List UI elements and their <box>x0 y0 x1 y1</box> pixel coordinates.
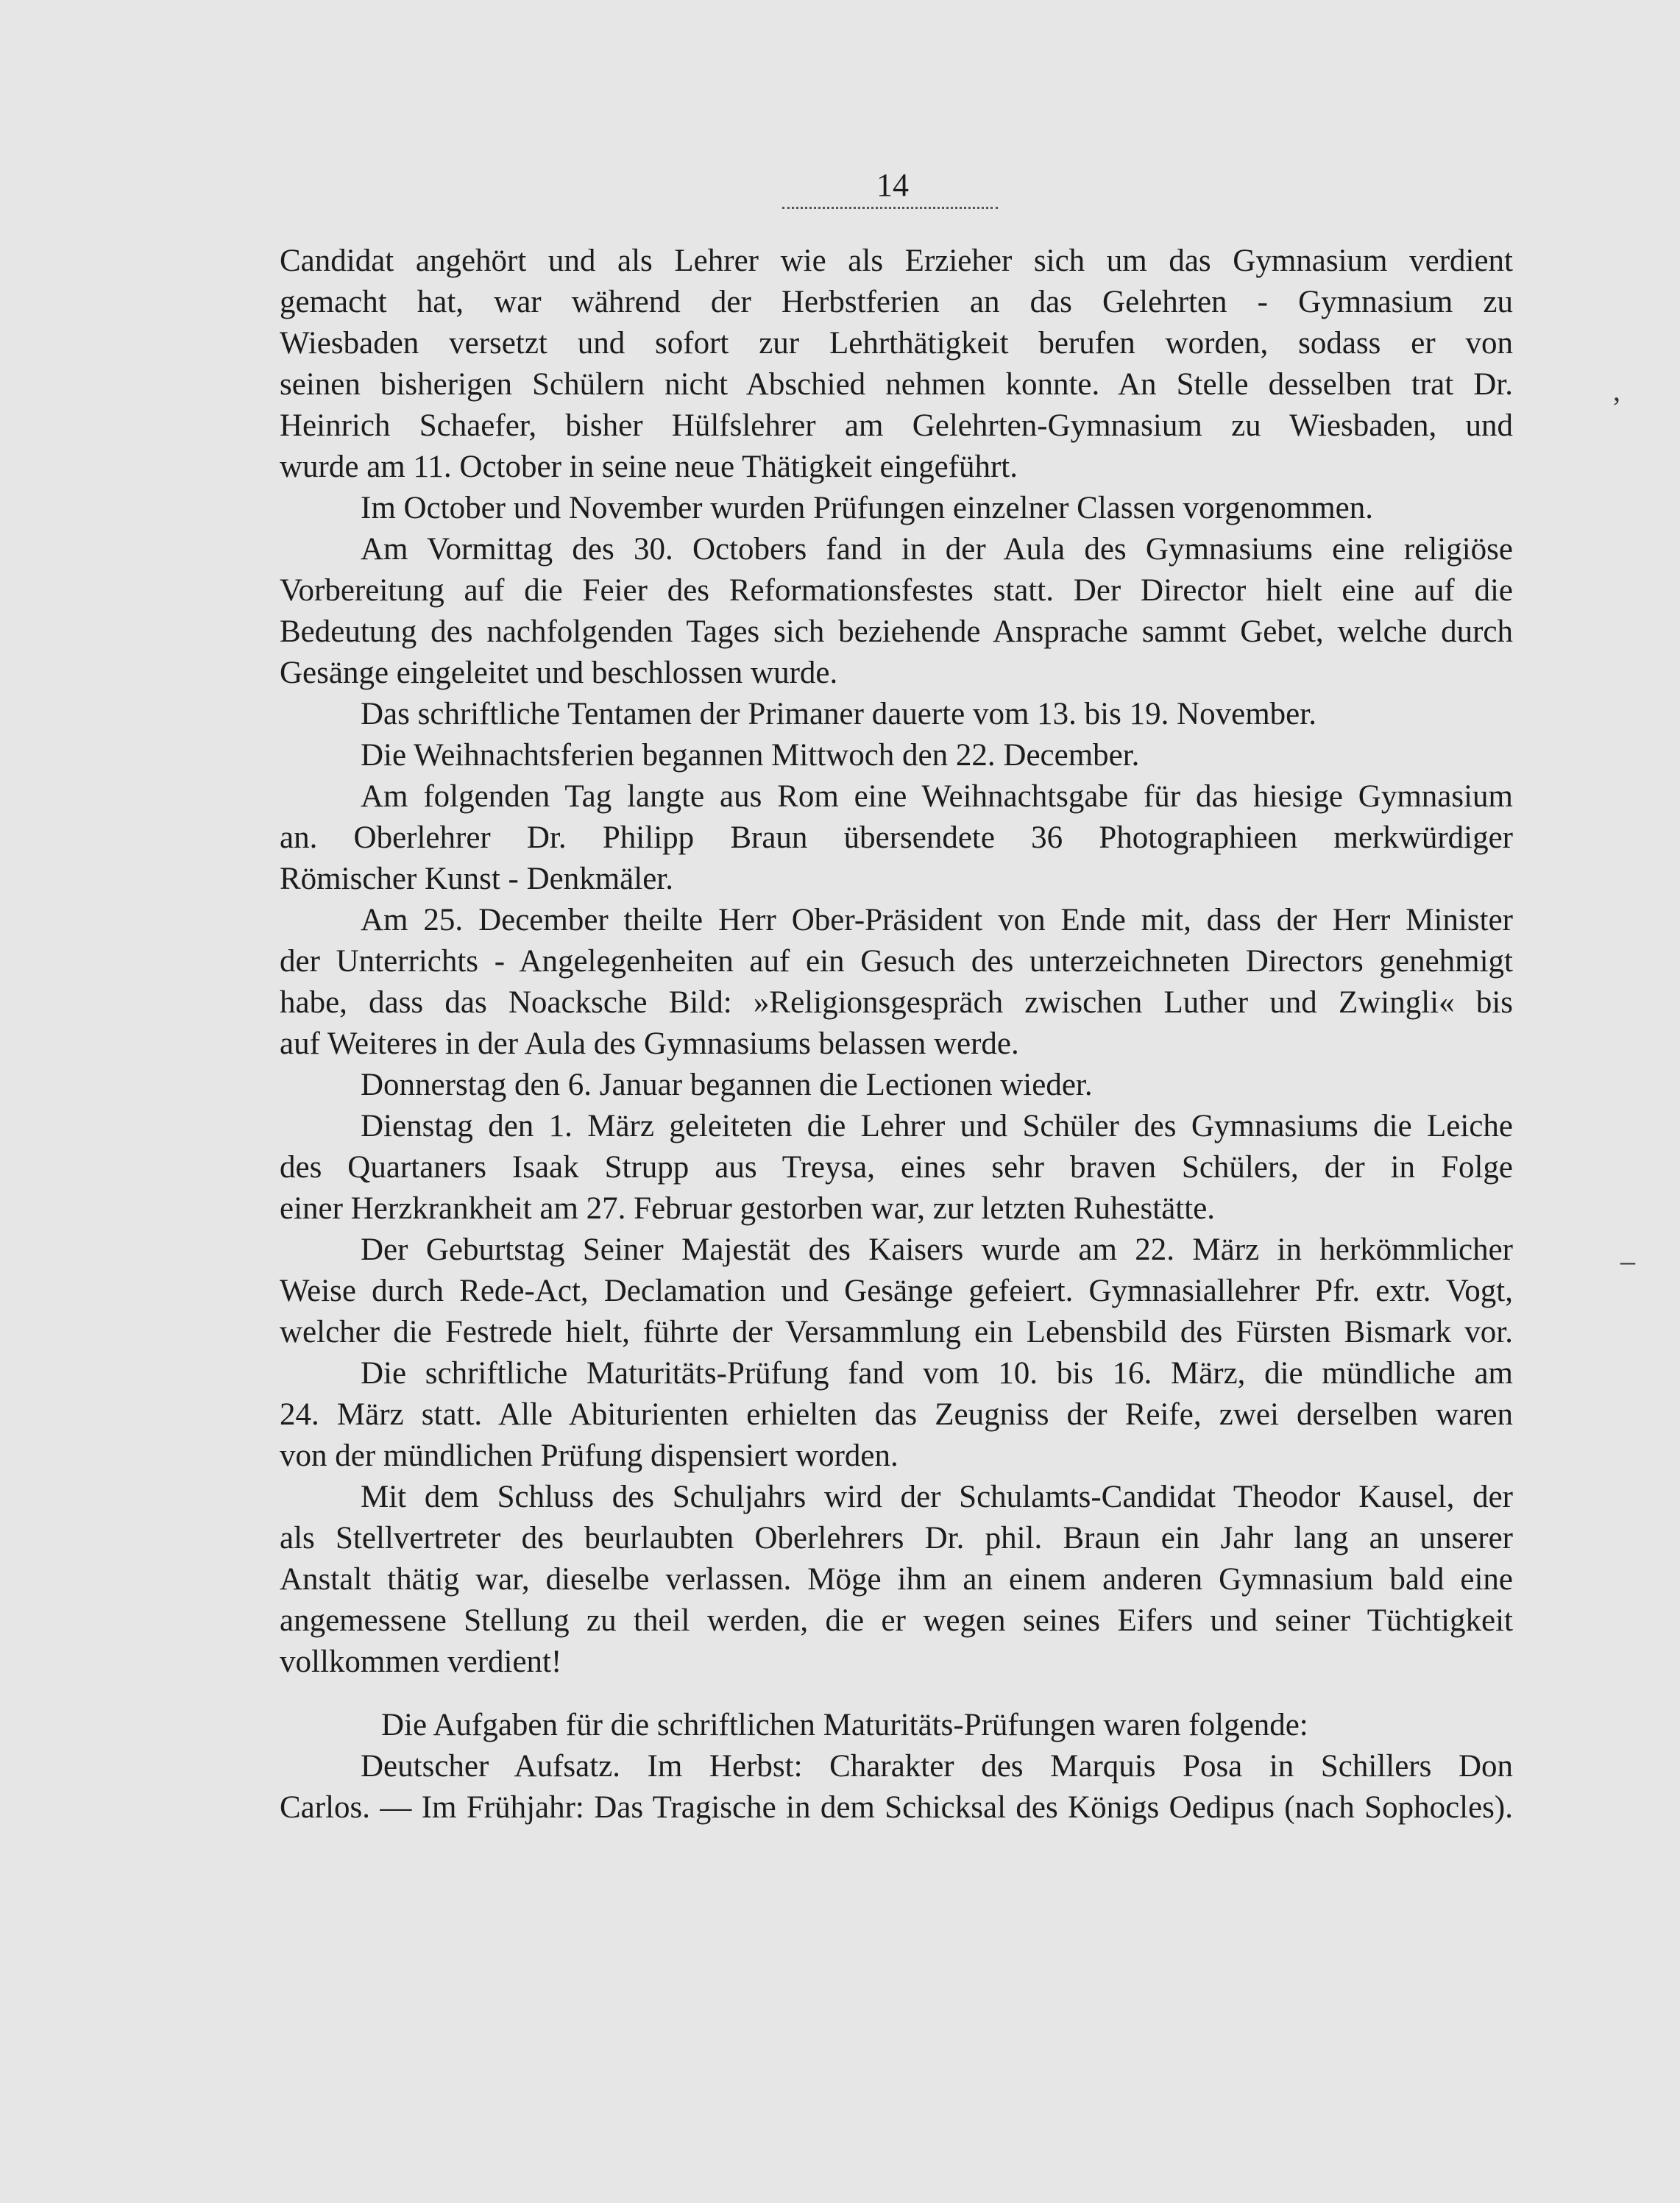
text-line: Vorbereitung auf die Feier des Reformationsfestes statt. Der Director hielt eine auf die <box>280 573 1513 608</box>
text-line: auf Weiteres in der Aula des Gymnasiums belassen werde. <box>280 1026 1019 1061</box>
text-line: der Unterrichts - Angelegenheiten auf ein Gesuch des unterzeichneten Directors genehmigt <box>280 944 1513 979</box>
text-line: Im October und November wurden Prüfungen einzelner Classen vorgenommen. <box>361 491 1374 525</box>
page-number: 14 <box>876 167 909 203</box>
text-line: Wiesbaden versetzt und sofort zur Lehrthätigkeit berufen worden, sodass er von <box>280 326 1513 361</box>
body-text <box>280 241 1513 1828</box>
text-line: Am folgenden Tag langte aus Rom eine Weihnachtsgabe für das hiesige Gymnasium <box>361 779 1513 814</box>
text-line: Donnerstag den 6. Januar begannen die Lectionen wieder. <box>361 1068 1093 1102</box>
text-line: 24. März statt. Alle Abiturienten erhielten das Zeugniss der Reife, zwei derselben waren <box>280 1397 1513 1432</box>
text-line: Die Weihnachtsferien begannen Mittwoch den 22. December. <box>361 738 1140 773</box>
text-line: habe, dass das Noacksche Bild: »Religionsgespräch zwischen Luther und Zwingli« bis <box>280 985 1513 1020</box>
text-line: Heinrich Schaefer, bisher Hülfslehrer am Gelehrten-Gymnasium zu Wiesbaden, und <box>280 408 1513 443</box>
text-line: Anstalt thätig war, dieselbe verlassen. Möge ihm an einem anderen Gymnasium bald eine <box>280 1562 1513 1597</box>
margin-speck: – <box>1620 1244 1635 1277</box>
text-line: von der mündlichen Prüfung dispensiert worden. <box>280 1438 899 1473</box>
text-line: Die schriftliche Maturitäts-Prüfung fand vom 10. bis 16. März, die mündliche am <box>361 1356 1513 1391</box>
text-line: angemessene Stellung zu theil werden, die er wegen seines Eifers und seiner Tüchtigkeit <box>280 1603 1513 1638</box>
margin-speck: ’ <box>1612 391 1622 424</box>
text-line: Mit dem Schluss des Schuljahrs wird der Schulamts-Candidat Theodor Kausel, der <box>361 1480 1513 1514</box>
text-line: wurde am 11. October in seine neue Thätigkeit eingeführt. <box>280 450 1018 484</box>
text-line: Am 25. December theilte Herr Ober-Präsident von Ende mit, dass der Herr Minister <box>361 903 1513 937</box>
text-line: Weise durch Rede-Act, Declamation und Gesänge gefeiert. Gymnasiallehrer Pfr. extr. Vogt, <box>280 1274 1513 1308</box>
page-number-rule <box>782 207 998 209</box>
text-line: Bedeutung des nachfolgenden Tages sich beziehende Ansprache sammt Gebet, welche durch <box>280 614 1513 649</box>
text-line: Am Vormittag des 30. Octobers fand in der Aula des Gymnasiums eine religiöse <box>361 532 1513 567</box>
text-line: Carlos. — Im Frühjahr: Das Tragische in dem Schicksal des Königs Oedipus (nach Sophocles). <box>280 1790 1513 1825</box>
text-line: Die Aufgaben für die schriftlichen Maturitäts-Prüfungen waren folgende: <box>381 1708 1308 1742</box>
text-line: des Quartaners Isaak Strupp aus Treysa, eines sehr braven Schülers, der in Folge <box>280 1150 1513 1185</box>
paragraph-gap <box>280 1683 1513 1705</box>
text-line: Das schriftliche Tentamen der Primaner dauerte vom 13. bis 19. November. <box>361 697 1316 731</box>
text-line: welcher die Festrede hielt, führte der Versammlung ein Lebensbild des Fürsten Bismark vor. <box>280 1315 1513 1349</box>
text-line: Römischer Kunst - Denkmäler. <box>280 862 674 896</box>
text-line: vollkommen verdient! <box>280 1645 562 1679</box>
text-line: Der Geburtstag Seiner Majestät des Kaisers wurde am 22. März in herkömmlicher <box>361 1232 1513 1267</box>
text-line: als Stellvertreter des beurlaubten Oberlehrers Dr. phil. Braun ein Jahr lang an unserer <box>280 1521 1513 1555</box>
text-line: einer Herzkrankheit am 27. Februar gestorben war, zur letzten Ruhestätte. <box>280 1191 1216 1226</box>
text-line: Dienstag den 1. März geleiteten die Lehrer und Schüler des Gymnasiums die Leiche <box>361 1109 1513 1143</box>
text-line: Deutscher Aufsatz. Im Herbst: Charakter des Marquis Posa in Schillers Don <box>361 1749 1513 1784</box>
text-line: seinen bisherigen Schülern nicht Abschied nehmen konnte. An Stelle desselben trat Dr. <box>280 367 1513 402</box>
text-line: gemacht hat, war während der Herbstferien an das Gelehrten - Gymnasium zu <box>280 285 1513 319</box>
text-line: Candidat angehört und als Lehrer wie als Erzieher sich um das Gymnasium verdient <box>280 244 1513 278</box>
text-line: Gesänge eingeleitet und beschlossen wurde. <box>280 656 838 690</box>
text-line: an. Oberlehrer Dr. Philipp Braun übersendete 36 Photographieen merkwürdiger <box>280 820 1513 855</box>
